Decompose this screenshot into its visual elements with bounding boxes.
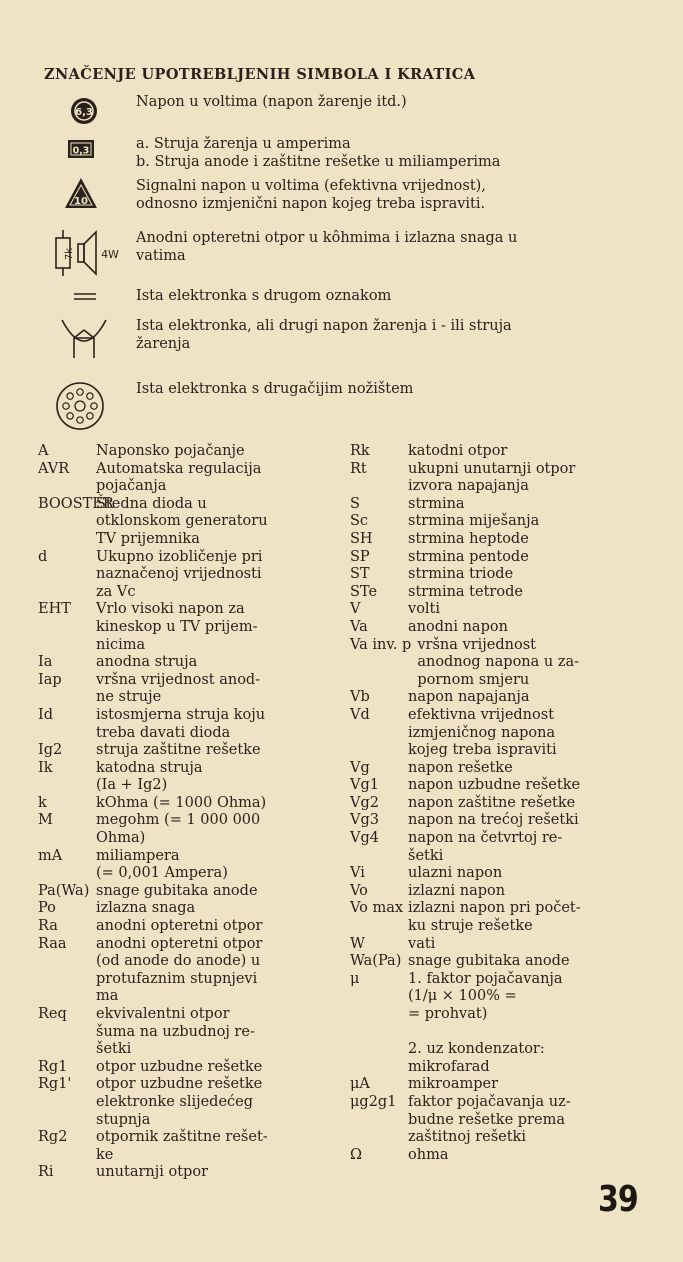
abbreviation-symbol: Wa(Pa) — [350, 953, 402, 970]
abbreviation-entry — [38, 601, 300, 654]
abbreviation-entry — [38, 795, 300, 813]
legend-description-line: Ista elektronka s drugačijim nožištem — [136, 381, 414, 397]
abbreviation-symbol: μg2g1 — [350, 1093, 397, 1110]
abbreviation-symbol: Vo max — [350, 900, 404, 917]
abbreviation-symbol: d — [38, 548, 48, 565]
abbreviation-entry — [350, 637, 610, 690]
description-line: snage gubitaka anode — [96, 882, 258, 899]
description-line: ma — [96, 988, 119, 1005]
tube-socket-icon — [44, 381, 124, 429]
legend-description-line: b. Struja anode i zaštitne rešetke u miliamperima — [136, 153, 501, 170]
filament-icon — [44, 318, 124, 366]
abbreviation-description — [408, 795, 610, 813]
description-line: otpor uzbudne rešetke — [96, 1058, 263, 1075]
abbreviation-symbol: k — [38, 794, 47, 811]
description-line: izlazni napon pri počet- — [408, 900, 581, 917]
abbreviation-entry — [350, 601, 610, 619]
equals-icon-graphic — [44, 288, 124, 308]
abbreviation-description — [417, 637, 610, 690]
description-line: (1/μ × 100% = — [408, 988, 517, 1005]
description-line: ulazni napon — [408, 865, 503, 882]
abbreviation-symbol: Rk — [350, 443, 370, 459]
voltage-circle-icon-graphic — [44, 94, 124, 134]
abbreviation-description — [408, 812, 610, 830]
description-line: anodna struja — [96, 654, 198, 671]
description-line: za Vc — [96, 583, 136, 600]
abbreviation-description — [408, 496, 610, 514]
description-line: Ukupno izobličenje pri — [96, 548, 263, 565]
abbreviation-symbol: ST — [350, 566, 370, 583]
abbreviation-description — [408, 936, 610, 954]
abbreviation-description — [408, 777, 610, 795]
legend-description — [136, 94, 616, 112]
description-line: TV prijemnika — [96, 530, 200, 547]
abbreviation-description — [408, 443, 610, 461]
abbreviation-description — [408, 953, 610, 971]
abbreviation-symbol: Ik — [38, 759, 53, 776]
abbreviation-symbol: S — [350, 495, 360, 512]
abbreviation-description — [408, 883, 610, 901]
abbreviation-description — [408, 601, 610, 619]
abbreviation-symbol: Pa(Wa) — [38, 882, 90, 899]
abbreviation-entry — [350, 936, 610, 954]
abbreviation-description — [96, 1006, 300, 1059]
abbreviation-symbol: Raa — [38, 935, 67, 952]
svg-text:10: 10 — [74, 196, 88, 207]
description-line — [408, 1024, 610, 1042]
description-line: napon na trećoj rešetki — [408, 812, 579, 829]
abbreviation-symbol: A — [38, 443, 49, 459]
description-line: katodni otpor — [408, 443, 508, 459]
abbreviation-description — [96, 496, 300, 549]
legend-description-line: a. Struja žarenja u amperima — [136, 136, 351, 152]
load-resistor-speaker-icon-graphic — [44, 230, 124, 276]
description-line: pornom smjeru — [417, 671, 530, 688]
description-line: strmina tetrode — [408, 583, 523, 600]
abbreviation-description — [408, 971, 610, 1077]
abbreviation-entry — [350, 760, 610, 778]
abbreviation-entry — [38, 918, 300, 936]
legend-description-line: žarenja — [136, 335, 191, 352]
abbreviation-symbol: μA — [350, 1076, 370, 1093]
description-line: otpornik zaštitne rešet- — [96, 1129, 268, 1146]
abbreviation-description — [96, 1129, 300, 1164]
abbreviation-symbol: Rg2 — [38, 1129, 68, 1146]
description-line: strmina heptode — [408, 530, 529, 547]
abbreviation-symbol: SP — [350, 548, 370, 565]
abbreviation-entry — [350, 531, 610, 549]
svg-text:0,3: 0,3 — [72, 145, 90, 157]
abbreviation-entry — [350, 619, 610, 637]
abbreviation-entry — [350, 900, 610, 935]
abbreviation-entry — [350, 971, 610, 1077]
abbreviation-description — [408, 689, 610, 707]
legend-description — [136, 136, 616, 171]
abbreviation-description — [96, 672, 300, 707]
abbreviation-symbol: Ω — [350, 1146, 363, 1163]
description-line: napon zaštitne rešetke — [408, 794, 576, 811]
abbreviation-list-right — [350, 443, 610, 1164]
abbreviation-description — [408, 619, 610, 637]
abbreviation-symbol: AVR — [38, 460, 70, 477]
abbreviation-entry — [38, 742, 300, 760]
abbreviation-entry — [350, 953, 610, 971]
svg-text:4W: 4W — [101, 248, 119, 261]
abbreviation-symbol: mA — [38, 847, 63, 864]
description-line: napon uzbudne rešetke — [408, 777, 581, 794]
abbreviation-description — [408, 830, 610, 865]
description-line: izmjeničnog napona — [408, 724, 556, 741]
current-square-icon — [44, 136, 124, 184]
abbreviation-entry — [350, 549, 610, 567]
tube-socket-icon-graphic — [44, 381, 124, 431]
description-line: treba davati dioda — [96, 724, 231, 741]
description-line: = prohvat) — [408, 1006, 488, 1022]
description-line: miliampera — [96, 847, 180, 864]
abbreviation-entry — [350, 830, 610, 865]
abbreviation-entry — [38, 936, 300, 1006]
abbreviation-symbol: Id — [38, 706, 54, 723]
legend-description — [136, 318, 616, 353]
abbreviation-symbol: Ia — [38, 654, 53, 671]
abbreviation-entry — [350, 1147, 610, 1165]
description-line: izlazni napon — [408, 882, 506, 899]
description-line: izlazna snaga — [96, 900, 196, 917]
abbreviation-entry — [38, 760, 300, 795]
legend-description-line: Ista elektronka, ali drugi napon žarenja i - ili struja — [136, 318, 512, 334]
abbreviation-symbol: Vg4 — [350, 830, 379, 847]
abbreviation-entry — [350, 689, 610, 707]
description-line: mikrofarad — [408, 1058, 490, 1075]
abbreviation-symbol: Po — [38, 900, 56, 917]
description-line: anodni opteretni otpor — [96, 918, 263, 935]
abbreviation-entry — [350, 1094, 610, 1147]
abbreviation-entry — [38, 1006, 300, 1059]
description-line: ekvivalentni otpor — [96, 1006, 230, 1022]
page-number: 39 — [598, 1178, 638, 1221]
abbreviation-description — [96, 1076, 300, 1129]
description-line: zaštitnoj rešetki — [408, 1129, 526, 1146]
description-line: ne struje — [96, 689, 162, 706]
abbreviation-entry — [38, 883, 300, 901]
abbreviation-description — [96, 654, 300, 672]
abbreviation-entry — [350, 865, 610, 883]
abbreviation-symbol: Rg1 — [38, 1058, 68, 1075]
description-line: strmina triode — [408, 566, 514, 583]
description-line: ku struje rešetke — [408, 918, 533, 935]
abbreviation-symbol: Vd — [350, 706, 370, 723]
description-line: ukupni unutarnji otpor — [408, 460, 576, 477]
description-line: Ohma) — [96, 830, 146, 847]
abbreviation-entry — [350, 566, 610, 584]
description-line: Automatska regulacija — [96, 460, 262, 477]
description-line: kineskop u TV prijem- — [96, 618, 258, 635]
abbreviation-symbol: Vg3 — [350, 812, 379, 829]
abbreviation-entry — [38, 496, 300, 549]
description-line: anodnog napona u za- — [417, 654, 580, 671]
description-line: volti — [408, 601, 441, 618]
legend-description-line: Ista elektronka s drugom oznakom — [136, 288, 392, 304]
abbreviation-description — [96, 883, 300, 901]
abbreviation-description — [408, 760, 610, 778]
description-line: anodni opteretni otpor — [96, 935, 263, 952]
abbreviation-description — [96, 760, 300, 795]
abbreviation-description — [408, 461, 610, 496]
current-square-icon-graphic — [44, 136, 124, 176]
legend-description-line: Anodni opteretni otpor u kôhmima i izlazna snaga u — [136, 230, 518, 246]
load-resistor-speaker-icon — [44, 230, 124, 278]
abbreviation-symbol: Sc — [350, 513, 369, 530]
description-line: istosmjerna struja koju — [96, 706, 266, 723]
description-line: ke — [96, 1146, 114, 1163]
abbreviation-description — [96, 918, 300, 936]
description-line: strmina — [408, 495, 465, 512]
description-line: strmina pentode — [408, 548, 529, 565]
abbreviation-symbol: Ri — [38, 1164, 54, 1181]
signal-triangle-icon — [44, 178, 124, 226]
description-line: napon rešetke — [408, 759, 513, 776]
abbreviation-entry — [38, 900, 300, 918]
legend-description — [136, 381, 616, 399]
description-line: šetki — [96, 1041, 132, 1058]
page-title: ZNAČENJE UPOTREBLJENIH SIMBOLA I KRATICA — [44, 66, 476, 83]
abbreviation-entry — [38, 848, 300, 883]
abbreviation-entry — [38, 707, 300, 742]
legend-description — [136, 178, 616, 213]
abbreviation-description — [408, 513, 610, 531]
abbreviation-entry — [350, 883, 610, 901]
abbreviation-description — [96, 742, 300, 760]
abbreviation-entry — [350, 795, 610, 813]
description-line: šuma na uzbudnoj re- — [96, 1023, 255, 1040]
abbreviation-entry — [38, 812, 300, 847]
abbreviation-symbol: Vg1 — [350, 777, 379, 794]
abbreviation-description — [408, 865, 610, 883]
abbreviation-symbol: SH — [350, 530, 373, 547]
abbreviation-symbol: Req — [38, 1006, 67, 1022]
description-line: otklonskom generatoru — [96, 513, 268, 530]
legend-description-line: Napon u voltima (napon žarenje itd.) — [136, 94, 407, 110]
legend-description-line: Signalni napon u voltima (efektivna vrijednost), — [136, 178, 486, 194]
abbreviation-symbol: Ig2 — [38, 742, 63, 759]
abbreviation-entry — [350, 461, 610, 496]
abbreviation-symbol: STe — [350, 583, 378, 600]
description-line: vršna vrijednost anod- — [96, 671, 261, 688]
description-line: naznačenoj vrijednosti — [96, 566, 262, 583]
description-line: Štedna dioda u — [96, 495, 207, 512]
legend-description — [136, 288, 616, 306]
abbreviation-entry — [38, 1059, 300, 1077]
description-line: Naponsko pojačanje — [96, 443, 245, 459]
abbreviation-symbol: Iap — [38, 671, 62, 688]
abbreviation-description — [408, 707, 610, 760]
description-line: 1. faktor pojačavanja — [408, 970, 563, 987]
abbreviation-description — [96, 549, 300, 602]
abbreviation-entry — [38, 549, 300, 602]
description-line: (= 0,001 Ampera) — [96, 865, 228, 882]
description-line: napon na četvrtoj re- — [408, 830, 563, 847]
voltage-circle-icon — [44, 94, 124, 142]
abbreviation-description — [96, 795, 300, 813]
abbreviation-symbol: EHT — [38, 601, 71, 618]
abbreviation-entry — [350, 812, 610, 830]
description-line: elektronke slijedećeg — [96, 1093, 254, 1110]
abbreviation-entry — [350, 513, 610, 531]
abbreviation-entry — [38, 1129, 300, 1164]
abbreviation-entry — [38, 1164, 300, 1182]
svg-text:6,3: 6,3 — [75, 107, 93, 118]
description-line: nicima — [96, 636, 146, 653]
description-line: pojačanja — [96, 478, 167, 495]
abbreviation-symbol: Vo — [350, 882, 368, 899]
description-line: budne rešetke prema — [408, 1111, 565, 1128]
abbreviation-description — [96, 707, 300, 742]
description-line: kojeg treba ispraviti — [408, 742, 557, 759]
abbreviation-entry — [350, 443, 610, 461]
abbreviation-description — [408, 900, 610, 935]
abbreviation-symbol: M — [38, 812, 53, 829]
description-line: vati — [408, 935, 436, 952]
description-line: protufaznim stupnjevi — [96, 970, 258, 987]
abbreviation-symbol: V — [350, 601, 361, 618]
filament-icon-graphic — [44, 318, 124, 366]
abbreviation-entry — [38, 443, 300, 461]
abbreviation-symbol: Rt — [350, 460, 367, 477]
description-line: strmina miješanja — [408, 513, 540, 530]
abbreviation-entry — [38, 461, 300, 496]
description-line: snage gubitaka anode — [408, 953, 570, 970]
description-line: ohma — [408, 1146, 449, 1163]
abbreviation-symbol: Vb — [350, 689, 370, 706]
abbreviation-description — [96, 900, 300, 918]
abbreviation-entry — [350, 584, 610, 602]
description-line: unutarnji otpor — [96, 1164, 208, 1181]
abbreviation-description — [408, 531, 610, 549]
abbreviation-entry — [350, 1076, 610, 1094]
description-line: napon napajanja — [408, 689, 530, 706]
description-line: anodni napon — [408, 618, 508, 635]
description-line: 2. uz kondenzator: — [408, 1041, 545, 1058]
abbreviation-entry — [38, 1076, 300, 1129]
abbreviation-description — [96, 601, 300, 654]
abbreviation-symbol: W — [350, 935, 365, 952]
abbreviation-description — [408, 584, 610, 602]
abbreviation-symbol: BOOSTER — [38, 495, 114, 512]
abbreviation-description — [96, 443, 300, 461]
description-line: efektivna vrijednost — [408, 706, 555, 723]
abbreviation-entry — [38, 672, 300, 707]
abbreviation-list-left — [38, 443, 300, 1182]
abbreviation-symbol: Va inv. p — [350, 636, 412, 653]
description-line: katodna struja — [96, 759, 203, 776]
description-line: (Ia + Ig2) — [96, 777, 168, 794]
abbreviation-description — [96, 936, 300, 1006]
description-line: struja zaštitne rešetke — [96, 742, 261, 759]
svg-text:7k: 7k — [64, 247, 75, 261]
abbreviation-description — [96, 812, 300, 847]
abbreviation-description — [96, 1059, 300, 1077]
description-line: šetki — [408, 847, 444, 864]
abbreviation-symbol: μ — [350, 970, 360, 987]
abbreviation-entry — [350, 496, 610, 514]
abbreviation-symbol: Vg2 — [350, 794, 379, 811]
signal-triangle-icon-graphic — [44, 178, 124, 218]
description-line: faktor pojačavanja uz- — [408, 1093, 571, 1110]
description-line: izvora napajanja — [408, 478, 529, 495]
abbreviation-entry — [350, 777, 610, 795]
abbreviation-symbol: Ra — [38, 918, 58, 935]
abbreviation-description — [408, 566, 610, 584]
description-line: kOhma (= 1000 Ohma) — [96, 794, 267, 811]
legend-description-line: vatima — [136, 247, 186, 264]
description-line: vršna vrijednost — [417, 636, 536, 653]
abbreviation-description — [408, 549, 610, 567]
legend-description-line: odnosno izmjenični napon kojeg treba ispraviti. — [136, 195, 486, 212]
description-line: otpor uzbudne rešetke — [96, 1076, 263, 1093]
abbreviation-entry — [38, 654, 300, 672]
abbreviation-description — [96, 848, 300, 883]
abbreviation-symbol: Vg — [350, 759, 370, 776]
abbreviation-description — [408, 1094, 610, 1147]
abbreviation-description — [408, 1147, 610, 1165]
description-line: megohm (= 1 000 000 — [96, 812, 261, 829]
description-line: stupnja — [96, 1111, 151, 1128]
abbreviation-symbol: Va — [350, 618, 368, 635]
description-line: Vrlo visoki napon za — [96, 601, 245, 618]
abbreviation-symbol: Rg1' — [38, 1076, 72, 1093]
abbreviation-entry — [350, 707, 610, 760]
abbreviation-description — [96, 461, 300, 496]
abbreviation-description — [408, 1076, 610, 1094]
abbreviation-description — [96, 1164, 300, 1182]
abbreviation-symbol: Vi — [350, 865, 365, 882]
description-line: mikroamper — [408, 1076, 499, 1093]
legend-description — [136, 230, 616, 265]
description-line: (od anode do anode) u — [96, 953, 261, 970]
